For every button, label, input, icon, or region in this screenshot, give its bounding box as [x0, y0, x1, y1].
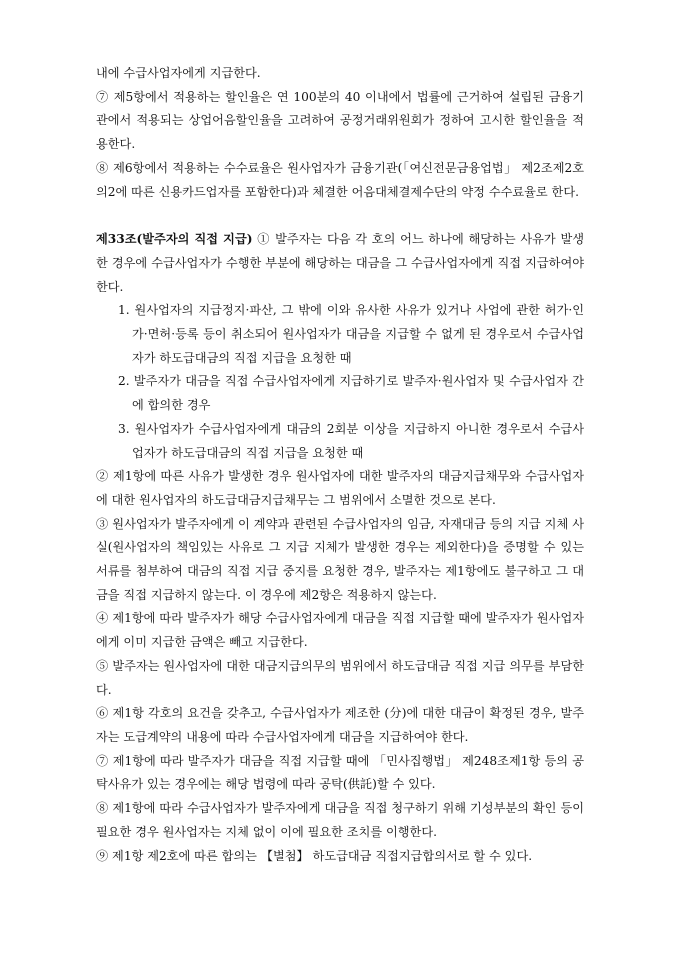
list-item-2: 2. 발주자가 대금을 직접 수급사업자에게 지급하기로 발주자·원사업자 및 수급사업자 간에 합의한 경우	[118, 374, 584, 413]
clause-3: ③ 원사업자가 발주자에게 이 계약과 관련된 수급사업자의 임금, 자재대금 등의 지급 지체 사실(원사업자의 책임있는 사유로 그 지급 지체가 발생한 경우는 제외한다)을 증명할 수 있는 서류를 첨부하여 대금의 직접 지급 중지를 요청한 경우, 발주자는 제1항에도 불구하고 그 대금을 직접 지급하지 않는다. 이 경우에 제2항은 적용하지 않는다.	[96, 516, 584, 602]
clause-4: ④ 제1항에 따라 발주자가 해당 수급사업자에게 대금을 직접 지급할 때에 발주자가 원사업자에게 이미 지급한 금액은 빼고 지급한다.	[96, 611, 584, 650]
clause-5: ⑤ 발주자는 원사업자에 대한 대금지급의무의 범위에서 하도급대금 직접 지급 의무를 부담한다.	[96, 658, 584, 697]
list-item-1: 1. 원사업자의 지급정지·파산, 그 밖에 이와 유사한 사유가 있거나 사업에 관한 허가·인가·면허·등록 등이 취소되어 원사업자가 대금을 지급할 수 없게 된 경우로서 수급사업자가 하도급대금의 직접 지급을 요청한 때	[118, 303, 584, 365]
section-gap	[96, 204, 584, 228]
list-item-3: 3. 원사업자가 수급사업자에게 대금의 2회분 이상을 지급하지 아니한 경우로서 수급사업자가 하도급대금의 직접 지급을 요청한 때	[118, 421, 584, 460]
clause-7: ⑦ 제1항에 따라 발주자가 대금을 직접 지급할 때에 「민사집행법」 제248조제1항 등의 공탁사유가 있는 경우에는 해당 법령에 따라 공탁(供託)할 수 있다.	[96, 753, 584, 792]
article-33-intro	[96, 228, 584, 299]
clause-9: ⑨ 제1항 제2호에 따른 합의는 【별첨】 하도급대금 직접지급합의서로 할 수 있다.	[96, 848, 533, 863]
paragraph-continuation: 내에 수급사업자에게 지급한다.	[96, 66, 261, 80]
clause-6: ⑥ 제1항 각호의 요건을 갖추고, 수급사업자가 제조한 (分)에 대한 대금이 확정된 경우, 발주자는 도급계약의 내용에 따라 수급사업자에게 대금을 지급하여야 한다.	[96, 706, 584, 744]
paragraph-clause-8: ⑧ 제6항에서 적용하는 수수료율은 원사업자가 금융기관(「여신전문금융업법」 제2조제2호의2에 따른 신용카드업자를 포함한다)과 체결한 어음대체결제수단의 약정 수수료율로 한다.	[96, 160, 584, 199]
article-intro-text: ① 발주자는 다음 각 호의 어느 하나에 해당하는 사유가 발생한 경우에 수급사업자가 수행한 부분에 해당하는 대금을 그 수급사업자에게 직접 지급하여야 한다.	[96, 232, 584, 294]
paragraph-clause-7: ⑦ 제5항에서 적용하는 할인율은 연 100분의 40 이내에서 법률에 근거하여 설립된 금융기관에서 적용되는 상업어음할인율을 고려하여 공정거래위원회가 정하여 고시한 할인율을 적용한다.	[96, 89, 584, 152]
clause-2: ② 제1항에 따른 사유가 발생한 경우 원사업자에 대한 발주자의 대금지급채무와 수급사업자에 대한 원사업자의 하도급대금지급채무는 그 범위에서 소멸한 것으로 본다.	[96, 469, 584, 507]
clause-8: ⑧ 제1항에 따라 수급사업자가 발주자에게 대금을 직접 청구하기 위해 기성부분의 확인 등이 필요한 경우 원사업자는 지체 없이 이에 필요한 조치를 이행한다.	[96, 801, 584, 839]
article-title: 제33조(발주자의 직접 지급)	[96, 232, 253, 247]
